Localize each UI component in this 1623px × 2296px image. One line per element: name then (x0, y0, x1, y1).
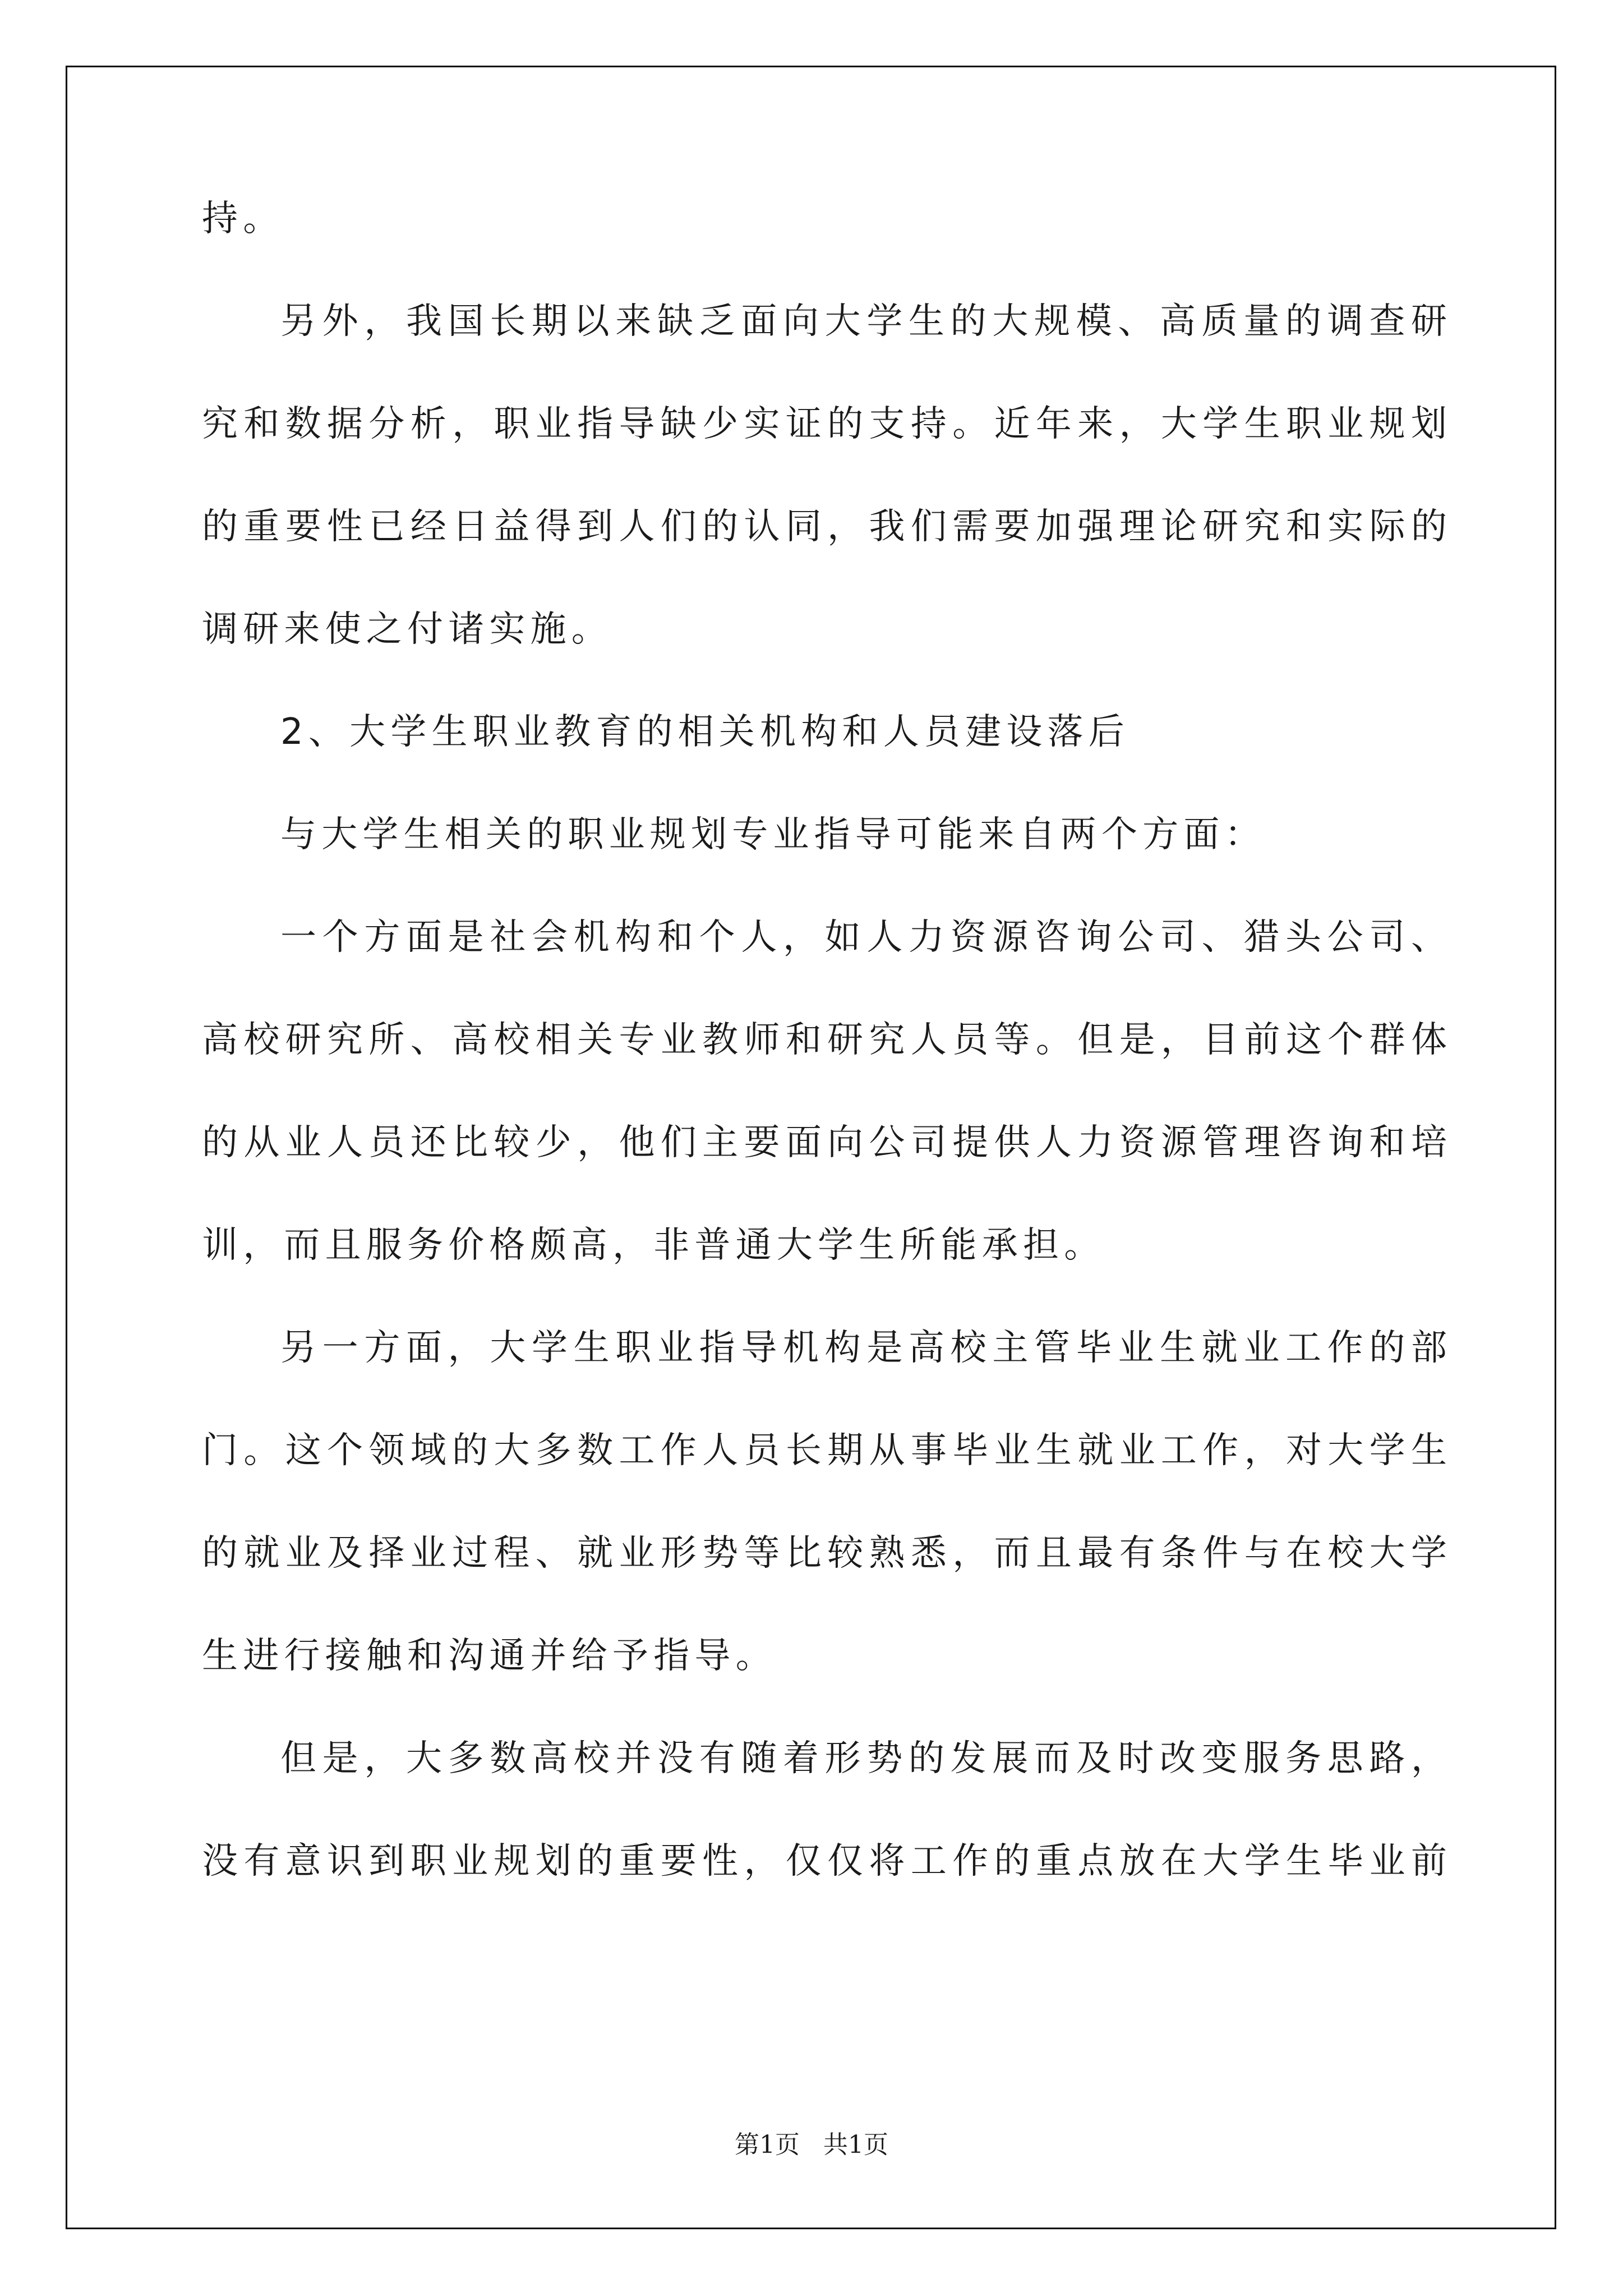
text-line: 另一方面，大学生职业指导机构是高校主管毕业生就业工作的部 (280, 1327, 1447, 1369)
text-line: 的就业及择业过程、就业形势等比较熟悉，而且最有条件与在校大学 (202, 1533, 1447, 1574)
text-line: 训，而且服务价格颇高，非普通大学生所能承担。 (202, 1225, 1105, 1266)
page-footer (0, 2128, 1623, 2162)
text-line: 的重要性已经日益得到人们的认同，我们需要加强理论研究和实际的 (202, 506, 1447, 547)
text-line: 究和数据分析，职业指导缺少实证的支持。近年来，大学生职业规划 (202, 403, 1447, 445)
page-total: 共1页 (823, 2131, 888, 2159)
text-line: 没有意识到职业规划的重要性，仅仅将工作的重点放在大学生毕业前 (202, 1841, 1447, 1882)
text-line: 一个方面是社会机构和个人，如人力资源咨询公司、猎头公司、 (280, 917, 1447, 958)
text-line: 另外，我国长期以来缺乏面向大学生的大规模、高质量的调查研 (280, 301, 1447, 342)
text-line: 调研来使之付诸实施。 (202, 609, 612, 650)
text-line: 持。 (202, 198, 284, 240)
text-line: 但是，大多数高校并没有随着形势的发展而及时改变服务思路， (280, 1738, 1447, 1779)
section-heading: 2、大学生职业教育的相关机构和人员建设落后 (280, 711, 1129, 753)
text-line: 与大学生相关的职业规划专业指导可能来自两个方面： (280, 814, 1266, 855)
text-line: 的从业人员还比较少，他们主要面向公司提供人力资源管理咨询和培 (202, 1122, 1447, 1163)
text-line: 门。这个领域的大多数工作人员长期从事毕业生就业工作，对大学生 (202, 1430, 1447, 1471)
text-line: 高校研究所、高校相关专业教师和研究人员等。但是，目前这个群体 (202, 1019, 1447, 1061)
page-number: 第1页 (735, 2131, 800, 2159)
text-line: 生进行接触和沟通并给予指导。 (202, 1635, 777, 1677)
